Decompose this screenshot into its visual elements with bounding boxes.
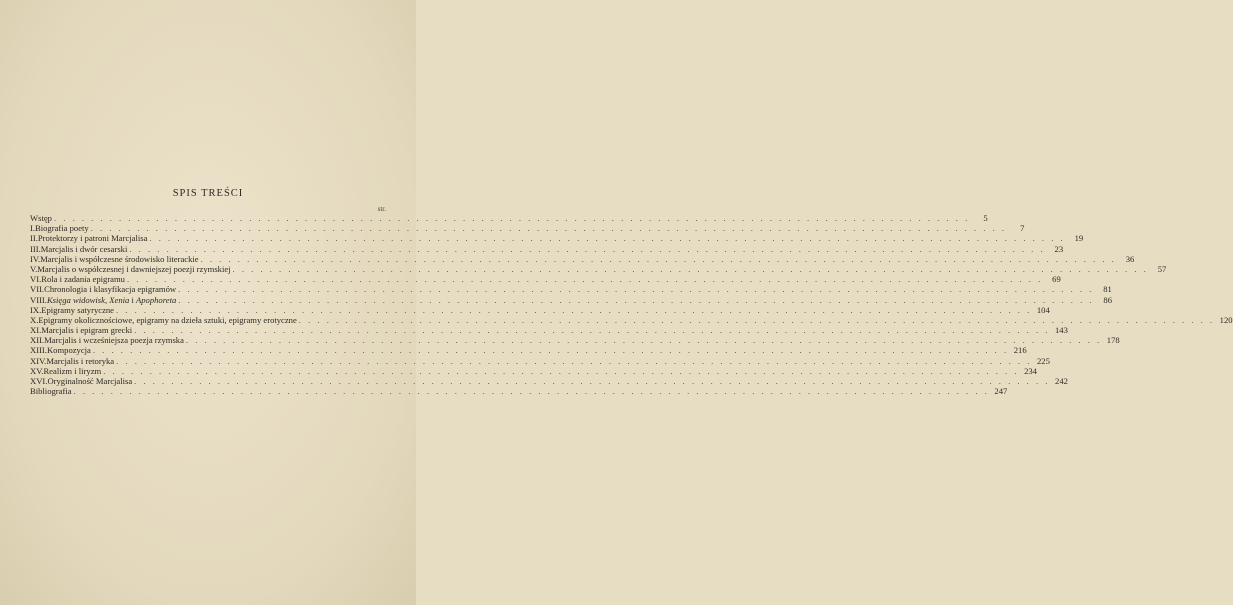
chapter-number: VIII. [30,294,47,305]
chapter-title: Marcjalis i dwór cesarski [40,243,128,254]
toc-entry [30,243,1064,254]
chapter-number: I. [30,223,36,234]
chapter-title: Księga widowisk, Xenia i Apophoreta [46,294,177,305]
toc-entry [30,355,1050,366]
toc-entry [30,376,1068,386]
page-number: 81 [1103,284,1112,295]
toc-entry [30,335,1120,346]
toc-entry [30,304,1050,315]
leader-dots [89,223,1009,233]
leader-dots [132,325,1052,335]
page-number: 234 [1024,365,1037,376]
chapter-title: Marcjalis i współczesne środowisko literackie [40,253,199,264]
chapter-title: Oryginalność Marcjalisa [47,376,133,386]
chapter-title: Protektorzy i patroni Marcjalisa [37,233,148,244]
toc-entry [30,223,1025,234]
chapter-title: Biografia poety [35,223,89,234]
chapter-title: Rola i zadania epigramu [41,274,125,285]
chapter-number: XIV. [30,355,47,366]
page-number: 57 [1157,263,1167,274]
page-number: 216 [1013,345,1027,356]
page-number: 86 [1103,294,1113,305]
leader-dots [101,366,1021,376]
chapter-number: XVI. [30,376,48,386]
leader-dots [127,244,1047,254]
leader-dots [184,335,1104,345]
leader-dots [114,356,1034,366]
page-title: SPIS TREŚCI [172,188,244,199]
chapter-number: XV. [30,365,44,376]
toc-entry [30,345,1027,356]
chapter-number: III. [30,243,41,254]
chapter-title: Kompozycja [46,345,91,356]
chapter-number: X. [30,314,39,325]
chapter-number: XII. [30,335,45,346]
toc-entry [30,253,1135,264]
page-column-label: str. [377,205,386,213]
toc-entry [30,263,1167,274]
page-number: 69 [1052,274,1061,285]
leader-dots [52,213,972,223]
page-number: 36 [1125,253,1135,264]
chapter-title: Chronologia i klasyfikacja epigramów [44,284,177,295]
chapter-title: Wstęp [30,213,52,223]
chapter-title: Marcjalis i retoryka [46,355,115,366]
leader-dots [91,345,1011,355]
chapter-number: II. [30,233,38,244]
chapter-number: IX. [30,304,42,315]
chapter-number: XI. [30,325,42,336]
toc-entry [30,314,1233,325]
table-of-contents [30,213,1233,397]
chapter-title: Marcjalis i epigram grecki [41,325,133,336]
leader-dots [72,386,992,396]
leader-dots [125,274,1045,284]
page-number: 23 [1054,243,1064,254]
page-number: 104 [1036,304,1050,315]
leader-dots [176,284,1096,294]
chapter-number: VI. [30,274,42,285]
page-number: 247 [994,386,1008,397]
page-number: 5 [983,213,988,223]
toc-entry [30,284,1112,295]
page-number: 242 [1055,376,1068,386]
page-number: 143 [1055,325,1068,336]
leader-dots [199,254,1119,264]
page-number: 19 [1074,233,1084,244]
leader-dots [176,295,1096,305]
toc-entry [30,365,1037,376]
chapter-number: XIII. [30,345,47,356]
leader-dots [132,376,1052,386]
leader-dots [147,233,1067,243]
chapter-title: Epigramy satyryczne [41,304,114,315]
chapter-title: Bibliografia [30,386,72,397]
chapter-title: Epigramy okolicznościowe, epigramy na dzieła sztuki, epigramy erotyczne [38,314,297,325]
leader-dots [231,264,1151,274]
chapter-title: Realizm i liryzm [43,365,102,376]
chapter-number: IV. [30,253,41,264]
toc-entry [30,213,988,223]
page-number: 178 [1106,335,1120,346]
chapter-title: Marcjalis o współczesnej i dawniejszej poezji rzymskiej [37,263,231,274]
toc-entry [30,325,1068,336]
chapter-number: VII. [30,284,45,295]
page-number: 7 [1020,223,1025,234]
toc-entry [30,294,1113,305]
toc-entry [30,233,1084,244]
chapter-title: Marcjalis i wcześniejsza poezja rzymska [44,335,184,346]
page-number: 225 [1036,355,1050,366]
toc-entry [30,386,1008,397]
page-number: 120 [1219,314,1233,325]
toc-entry [30,274,1061,285]
leader-dots [297,315,1217,325]
leader-dots [114,305,1034,315]
chapter-number: V. [30,263,38,274]
